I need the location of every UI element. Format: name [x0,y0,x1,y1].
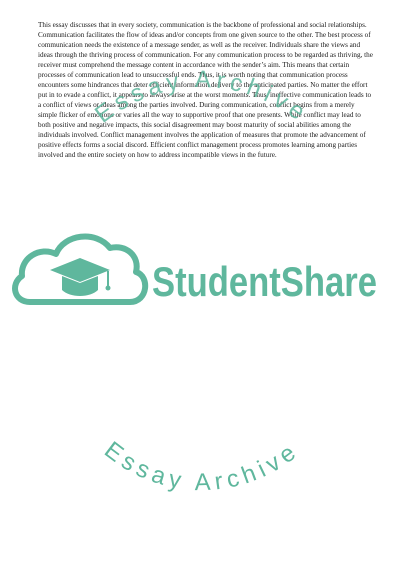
cloud-graduation-cap-icon [15,237,145,302]
studentshare-logo-text: StudentShare [152,258,377,305]
watermark-arc-lower: Essay Archive [99,436,305,497]
watermark-arc-upper: Essay Archive [90,66,315,129]
essay-paragraph: This essay discusses that in every society, communication is the backbone of professional and social relationships. Communication facilitates the flow of ideas and/or concepts from one given source to the other. The best process of communication needs the existence of a message sender, as well as the receiver. Individuals share the views and ideas through the thriving process of communication. For any communication process to be regarded as thriving, the receiver must comprehend the message content in accordance with the sender’s aim. This means that certain processes of communication lead to unsuccessful ends. Thus, it is worth noting that communication process encounters some hindrances that deter efficient information delivery to the anticipated parties. No matter the effort put in to evade a conflict, it appears to always arise at the worst moments. Thus, ineffective communication leads to a conflict of views or ideas among the parties involved. During communication, conflict begins from a merely simple flicker of emotions or varies all the way to supportive proof that one presents. While conflict may lead to both positive and negative impacts, this social disagreement may boost maturity of social abilities among the individuals involved. Conflict management involves the application of measures that promote the advancement of positive effects forms a social discord. Efficient conflict management process promotes learning among parties involved and the entire society on how to address incompatible views in the future. [38,21,373,159]
